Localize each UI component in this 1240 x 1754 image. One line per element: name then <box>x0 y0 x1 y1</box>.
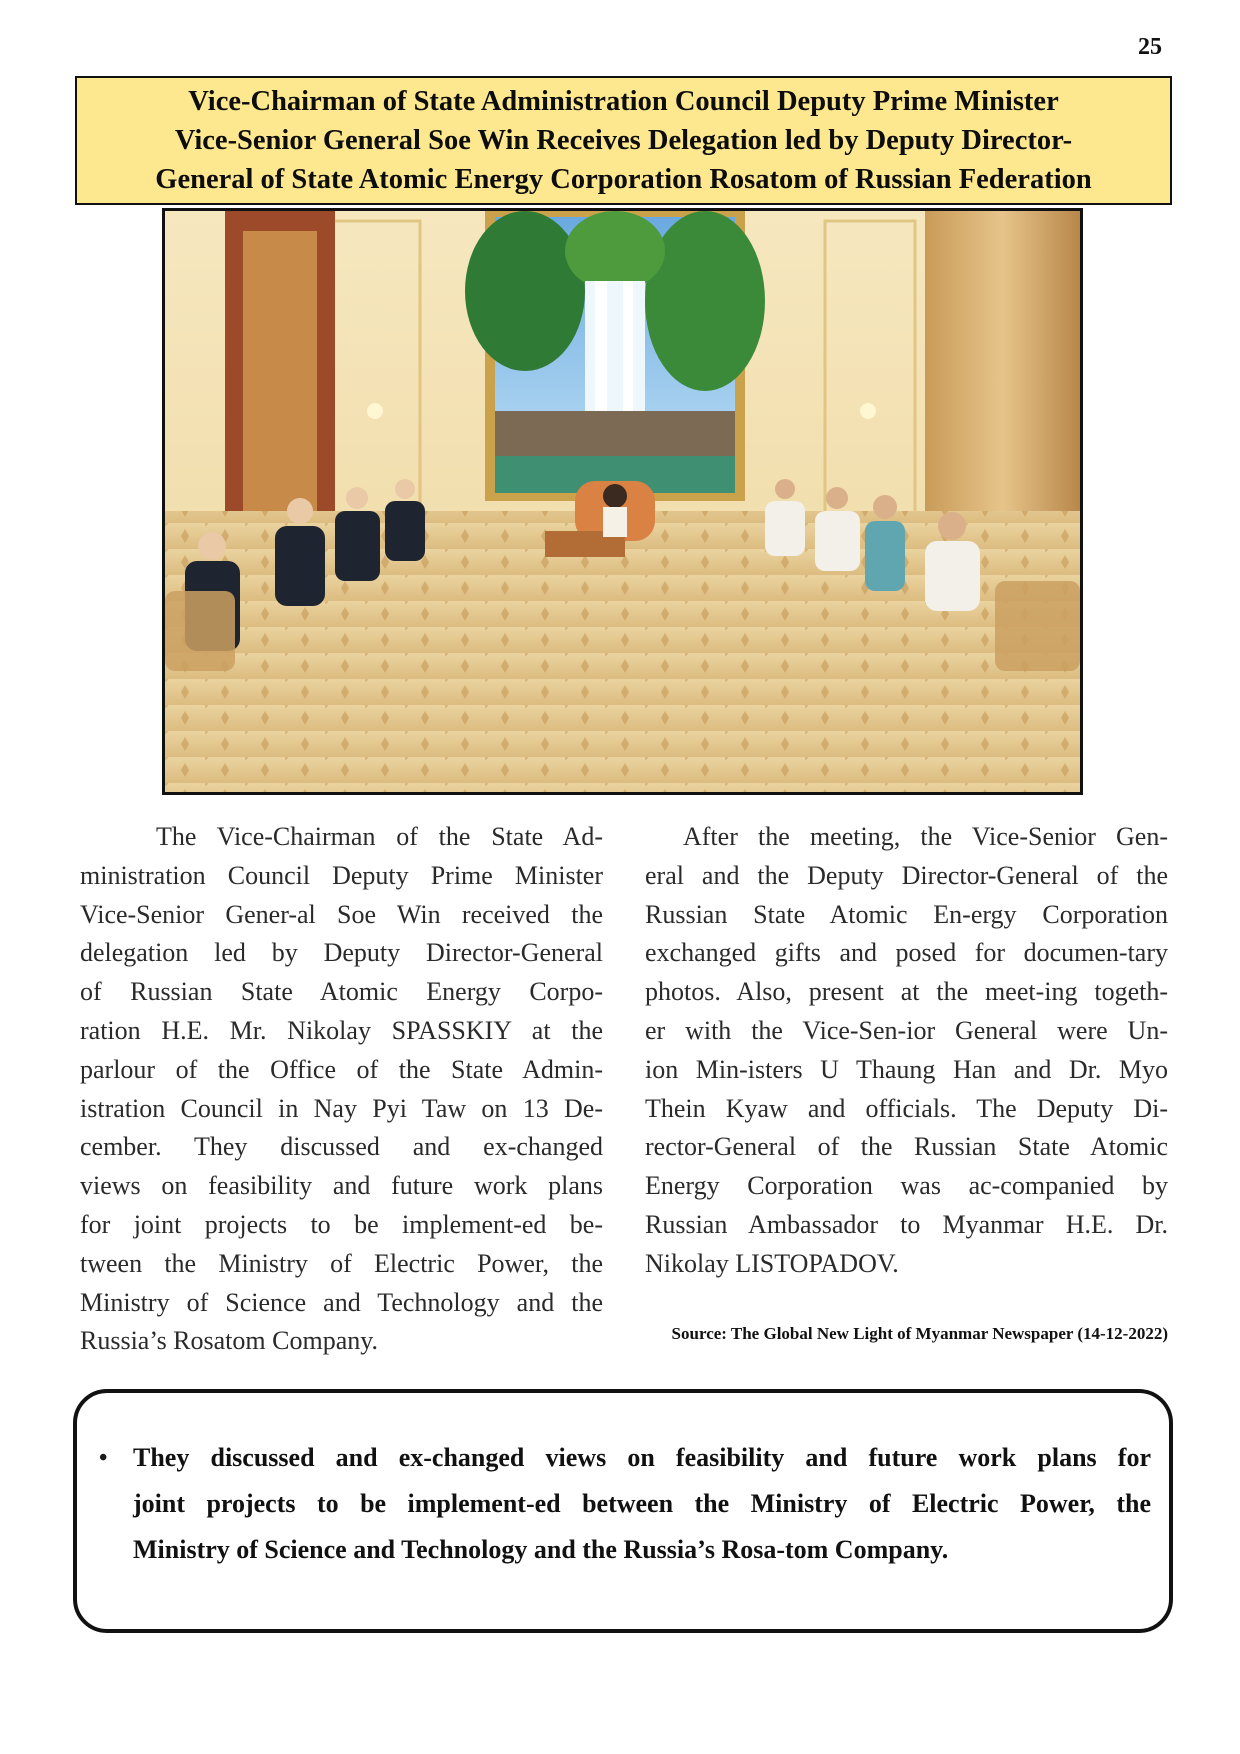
meeting-photo-illustration <box>165 211 1080 792</box>
article-line: Thein Kyaw and officials. The Deputy Di- <box>645 1093 1168 1123</box>
article-line: eral and the Deputy Director-General of the <box>645 860 1168 890</box>
source-citation: Source: The Global New Light of Myanmar Newspaper (14-12-2022) <box>671 1324 1168 1343</box>
page-number: 25 <box>1138 34 1162 60</box>
article-line: After the meeting, the Vice-Senior Gen- <box>683 822 1168 851</box>
article-line: ration H.E. Mr. Nikolay SPASSKIY at the <box>80 1015 603 1045</box>
article-line: Russian State Atomic En-ergy Corporation <box>645 899 1168 929</box>
article-line: ministration Council Deputy Prime Minister <box>80 860 603 890</box>
article-line: Nikolay LISTOPADOV. <box>645 1248 899 1278</box>
article-left-column <box>80 818 603 1361</box>
summary-line: Ministry of Science and Technology and the Russia’s Rosa-tom Company. <box>133 1535 949 1564</box>
article-line: parlour of the Office of the State Admin- <box>80 1054 603 1084</box>
article-line: ion Min-isters U Thaung Han and Dr. Myo <box>645 1054 1168 1084</box>
headline-line-1: Vice-Chairman of State Administration Council Deputy Prime Minister <box>188 86 1059 117</box>
article-line: The Vice-Chairman of the State Ad- <box>156 822 603 851</box>
article-line: rector-General of the Russian State Atomic <box>645 1132 1168 1162</box>
summary-text <box>133 1435 1151 1573</box>
headline-box <box>75 76 1172 205</box>
article-line: views on feasibility and future work plans <box>80 1171 603 1201</box>
bullet-icon: • <box>99 1445 108 1471</box>
article-right-column <box>645 818 1168 1284</box>
article-line: Vice-Senior Gener-al Soe Win received the <box>80 899 603 929</box>
article-line: for joint projects to be implement-ed be- <box>80 1209 603 1239</box>
article-line: tween the Ministry of Electric Power, the <box>80 1248 603 1278</box>
article-line: delegation led by Deputy Director-General <box>80 938 603 968</box>
article-line: Russian Ambassador to Myanmar H.E. Dr. <box>645 1209 1168 1239</box>
article-line: Energy Corporation was ac-companied by <box>645 1171 1168 1201</box>
article-line: of Russian State Atomic Energy Corpo- <box>80 977 603 1007</box>
article-line: er with the Vice-Sen-ior General were Un- <box>645 1015 1168 1045</box>
article-line: exchanged gifts and posed for documen-tary <box>645 938 1168 968</box>
article-line: photos. Also, present at the meet-ing togeth- <box>645 977 1168 1007</box>
meeting-photo <box>162 208 1083 795</box>
summary-box <box>73 1389 1173 1633</box>
article-line: Ministry of Science and Technology and the <box>80 1287 603 1317</box>
summary-line: joint projects to be implement-ed between the Ministry of Electric Power, the <box>133 1489 1151 1518</box>
article-line: Russia’s Rosatom Company. <box>80 1326 379 1356</box>
article-line: cember. They discussed and ex-changed <box>80 1132 603 1162</box>
article-line: istration Council in Nay Pyi Taw on 13 De- <box>80 1093 603 1123</box>
summary-line: They discussed and ex-changed views on feasibility and future work plans for <box>133 1443 1151 1472</box>
headline-line-2: Vice-Senior General Soe Win Receives Delegation led by Deputy Director- <box>174 125 1073 156</box>
headline-line-3: General of State Atomic Energy Corporation Rosatom of Russian Federation <box>155 164 1092 195</box>
